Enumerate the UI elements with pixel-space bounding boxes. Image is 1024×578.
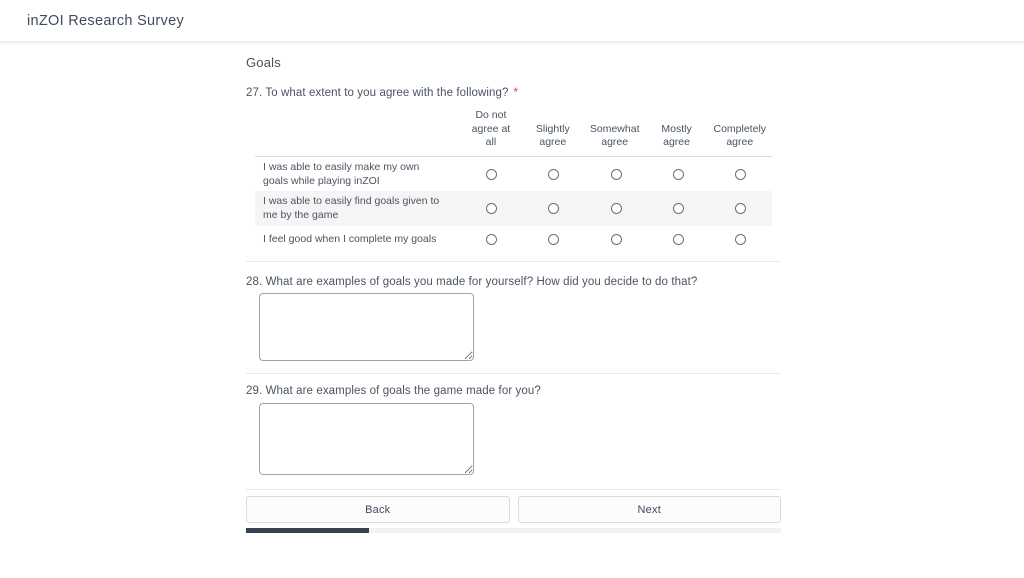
matrix-column-header: Mostly agree: [661, 122, 692, 149]
radio-button[interactable]: [735, 169, 746, 180]
matrix-cell: [585, 203, 647, 214]
matrix-cell: [460, 203, 522, 214]
app-header: [0, 0, 1024, 43]
radio-button[interactable]: [611, 234, 622, 245]
matrix-column-header: Do not agree at all: [471, 108, 511, 149]
section-title: Goals: [246, 55, 281, 70]
matrix-cell: [647, 203, 709, 214]
matrix-cell: [710, 234, 772, 245]
radio-button[interactable]: [611, 203, 622, 214]
radio-button[interactable]: [548, 234, 559, 245]
q28-answer-textarea[interactable]: [259, 293, 474, 361]
survey-title: inZOI Research Survey: [27, 12, 184, 29]
q27-matrix: [255, 109, 772, 253]
radio-button[interactable]: [673, 169, 684, 180]
matrix-cell: [522, 234, 584, 245]
radio-button[interactable]: [548, 169, 559, 180]
matrix-cell: [710, 203, 772, 214]
matrix-header-row: [255, 109, 772, 157]
question-28-label: 28. What are examples of goals you made for yourself? How did you decide to do that?: [246, 275, 698, 288]
divider: [246, 489, 781, 490]
question-29-label: 29. What are examples of goals the game made for you?: [246, 385, 541, 398]
divider: [246, 261, 781, 262]
radio-button[interactable]: [486, 169, 497, 180]
matrix-cell: [585, 234, 647, 245]
matrix-cell: [522, 203, 584, 214]
radio-button[interactable]: [548, 203, 559, 214]
progress-bar: [246, 528, 781, 533]
matrix-row: [255, 226, 772, 253]
matrix-cell: [647, 234, 709, 245]
survey-page: [246, 55, 781, 533]
radio-button[interactable]: [735, 203, 746, 214]
matrix-cell: [647, 169, 709, 180]
matrix-cell: [460, 234, 522, 245]
matrix-column-header: Slightly agree: [535, 122, 570, 149]
matrix-row: [255, 191, 772, 225]
matrix-row-label: I was able to easily make my own goals while playing inZOI: [263, 160, 420, 188]
radio-button[interactable]: [486, 234, 497, 245]
radio-button[interactable]: [673, 203, 684, 214]
matrix-column-header: Completely agree: [713, 122, 767, 149]
question-27-label: [246, 86, 781, 101]
next-button[interactable]: Next: [518, 496, 782, 523]
required-asterisk: *: [513, 87, 519, 99]
radio-button[interactable]: [673, 234, 684, 245]
q29-answer-textarea[interactable]: [259, 403, 474, 475]
matrix-cell: [710, 169, 772, 180]
matrix-cell: [522, 169, 584, 180]
matrix-row-label: I feel good when I complete my goals: [263, 232, 437, 245]
radio-button[interactable]: [486, 203, 497, 214]
radio-button[interactable]: [735, 234, 746, 245]
matrix-cell: [585, 169, 647, 180]
nav-button-row: [246, 496, 781, 523]
matrix-cell: [460, 169, 522, 180]
back-button[interactable]: Back: [246, 496, 510, 523]
matrix-row-label: I was able to easily find goals given to me by the game: [263, 195, 440, 222]
radio-button[interactable]: [611, 169, 622, 180]
matrix-row: [255, 157, 772, 191]
progress-fill: [246, 528, 369, 533]
matrix-column-header: Somewhat agree: [589, 122, 640, 149]
divider: [246, 373, 781, 374]
question-27-text: 27. To what extent to you agree with the following?: [246, 87, 509, 99]
